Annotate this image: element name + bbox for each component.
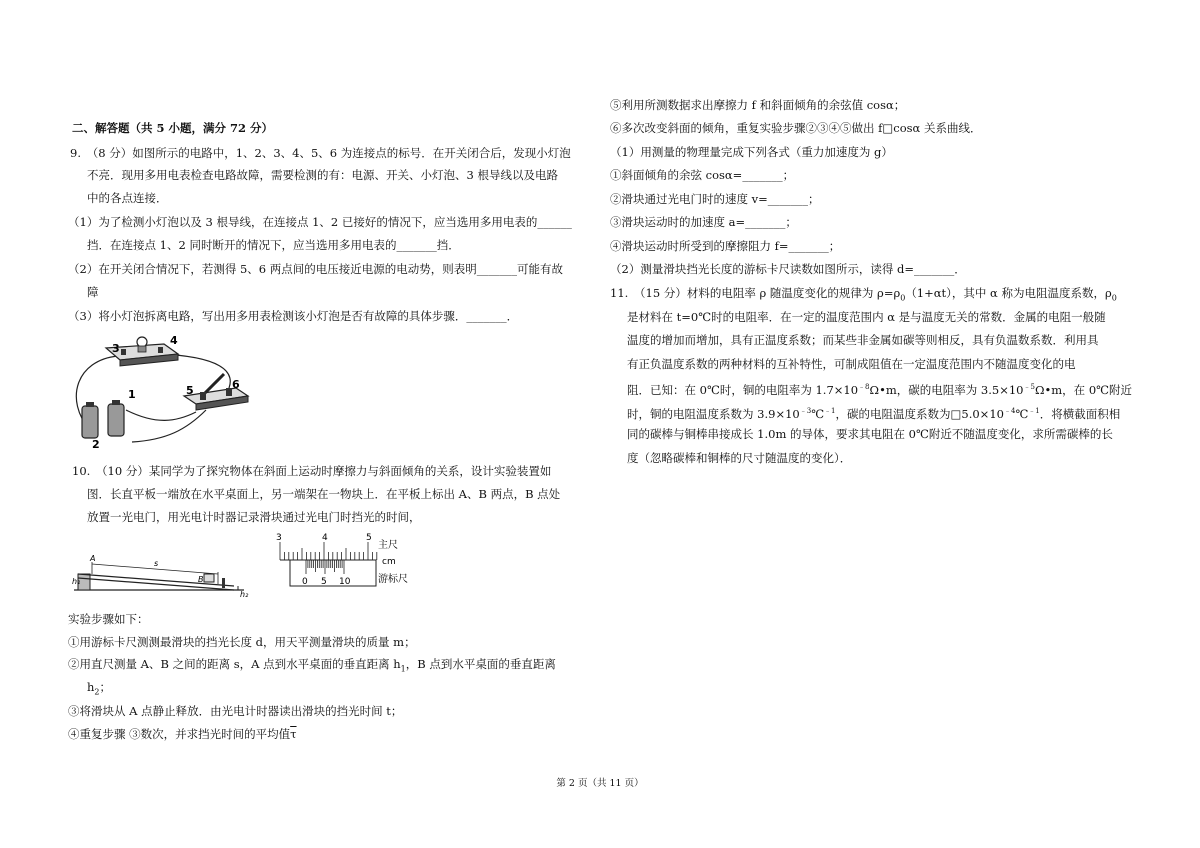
q11-line-8: 度（忽略碳棒和铜棒的尺寸随温度的变化）． [627, 451, 852, 465]
q9-line-3: 中的各点连接． [87, 191, 168, 205]
q9-line-7: 障 [87, 285, 99, 299]
part-1: （1）用测量的物理量完成下列各式（重力加速度为 g） [610, 145, 893, 159]
eq-4: ④滑块运动时所受到的摩擦阻力 f=_______； [610, 239, 841, 253]
eq-3: ③滑块运动时的加速度 a=_______； [610, 215, 797, 229]
caliper-vernier-label: 游标尺 [378, 574, 408, 585]
caliper-vernier-tick-10: 10 [339, 577, 351, 587]
eq-2: ②滑块通过光电门时的速度 v=_______； [610, 192, 820, 206]
q10-line-2: 图．长直平板一端放在水平桌面上，另一端架在一物块上．在平板上标出 A、B 两点，B 点处 [87, 487, 561, 501]
q11-line-5: 阻．已知：在 0℃时，铜的电阻率为 $1.7\times 10^{﹣8}\Omega•m$，碳的电阻率为 $3.5\times 10^{﹣5}\Omega•m$，在 0℃附近 [627, 382, 1132, 397]
q11-line-1: 11. （15 分）材料的电阻率 ρ 随温度变化的规律为 $\rho=\rho_0(1+\alpha t)$，其中 α 称为电阻温度系数，$\rho_0$ [610, 286, 1117, 303]
q10-line-3: 放置一光电门，用光电计时器记录滑块通过光电门时挡光的时间， [87, 510, 421, 524]
step-3: ③将滑块从 A 点静止释放．由光电计时器读出滑块的挡光时间 t； [68, 704, 403, 718]
q11-line-4: 有正负温度系数的两种材料的互补特性，可制成阻值在一定温度范围内不随温度变化的电 [627, 357, 1076, 371]
caliper-main-label: 主尺 [378, 540, 398, 551]
q9-line-2: 不亮．现用多用电表检查电路故障，需要检测的有：电源、开关、小灯泡、3 根导线以及电路 [87, 168, 558, 182]
q9-line-5: 挡．在连接点 1、2 同时断开的情况下，应当选用多用电表的_______挡． [87, 238, 460, 252]
incline-label-a: A [90, 554, 96, 563]
circuit-label-3: 3 [112, 342, 120, 355]
eq-1: ①斜面倾角的余弦 cosα=_______； [610, 168, 795, 182]
q9-line-4: （1）为了检测小灯泡以及 3 根导线，在连接点 1、2 已接好的情况下，应当选用多用电表的______ [68, 215, 572, 229]
caliper-main-tick-4: 4 [322, 533, 328, 543]
circuit-label-2: 2 [92, 438, 100, 451]
q11-line-6: 时，铜的电阻温度系数为 $3.9\times 10^{﹣3}℃^{﹣1}$，碳的电阻温度系数为$□5.0\times 10^{﹣4}℃^{﹣1}$．将横截面积相 [627, 406, 1121, 421]
incline-label-b: B [198, 575, 204, 584]
step-5: ⑤利用所测数据求出摩擦力 f 和斜面倾角的余弦值 cosα； [610, 98, 906, 112]
incline-figure [74, 552, 254, 600]
circuit-figure [66, 330, 256, 451]
q10-line-1: 10. （10 分）某同学为了探究物体在斜面上运动时摩擦力与斜面倾角的关系，设计实验装置如 [72, 464, 552, 478]
q11-line-3: 温度的增加而增加，具有正温度系数；而某些非金属如碳等则相反，具有负温数系数．利用具 [627, 333, 1099, 347]
part-2: （2）测量滑块挡光长度的游标卡尺读数如图所示，读得 d=_______． [610, 262, 966, 276]
caliper-unit: cm [382, 557, 396, 567]
incline-label-s: s [154, 559, 159, 568]
caliper-vernier-tick-0: 0 [302, 577, 308, 587]
q9-line-6: （2）在开关闭合情况下，若测得 5、6 两点间的电压接近电源的电动势，则表明_______可能有故 [68, 262, 564, 276]
q9-line-1: 9. （8 分）如图所示的电路中，1、2、3、4、5、6 为连接点的标号．在开关闭合后，发现小灯泡 [70, 146, 571, 160]
caliper-vernier-tick-5: 5 [321, 577, 327, 587]
steps-title: 实验步骤如下： [68, 612, 149, 626]
incline-label-h1: h₁ [72, 577, 81, 586]
circuit-label-5: 5 [186, 384, 194, 397]
circuit-label-6: 6 [232, 378, 240, 391]
q11-line-7: 同的碳棒与铜棒串接成长 1.0m 的导体，要求其电阻在 0℃附近不随温度变化，求所需碳棒的长 [627, 427, 1113, 441]
incline-label-h2: h₂ [240, 590, 249, 599]
step-2: ②用直尺测量 A、B 之间的距离 s，A 点到水平桌面的垂直距离 $h_1$，B 点到水平桌面的垂直距离 [68, 657, 556, 674]
caliper-main-tick-3: 3 [276, 533, 282, 543]
step-4: ④重复步骤 ③数次，并求挡光时间的平均值$\overline{\tau}$ [68, 727, 297, 741]
section-title: 二、解答题（共 5 小题，满分 72 分） [72, 121, 274, 135]
page-footer: 第 2 页（共 11 页） [556, 778, 644, 789]
circuit-label-1: 1 [128, 388, 136, 401]
step-2-cont: $h_2$； [87, 680, 112, 697]
caliper-figure [266, 532, 416, 592]
q11-line-2: 是材料在 t=0℃时的电阻率．在一定的温度范围内 α 是与温度无关的常数．金属的电阻一般随 [627, 310, 1106, 324]
circuit-label-4: 4 [170, 334, 178, 347]
step-6: ⑥多次改变斜面的倾角，重复实验步骤②③④⑤做出 f□cosα 关系曲线． [610, 121, 982, 135]
step-1: ①用游标卡尺测测最滑块的挡光长度 d，用天平测量滑块的质量 m； [68, 635, 416, 649]
q9-line-8: （3）将小灯泡拆离电路，写出用多用表检测该小灯泡是否有故障的具体步骤．_______． [68, 309, 519, 323]
caliper-main-tick-5: 5 [366, 533, 372, 543]
